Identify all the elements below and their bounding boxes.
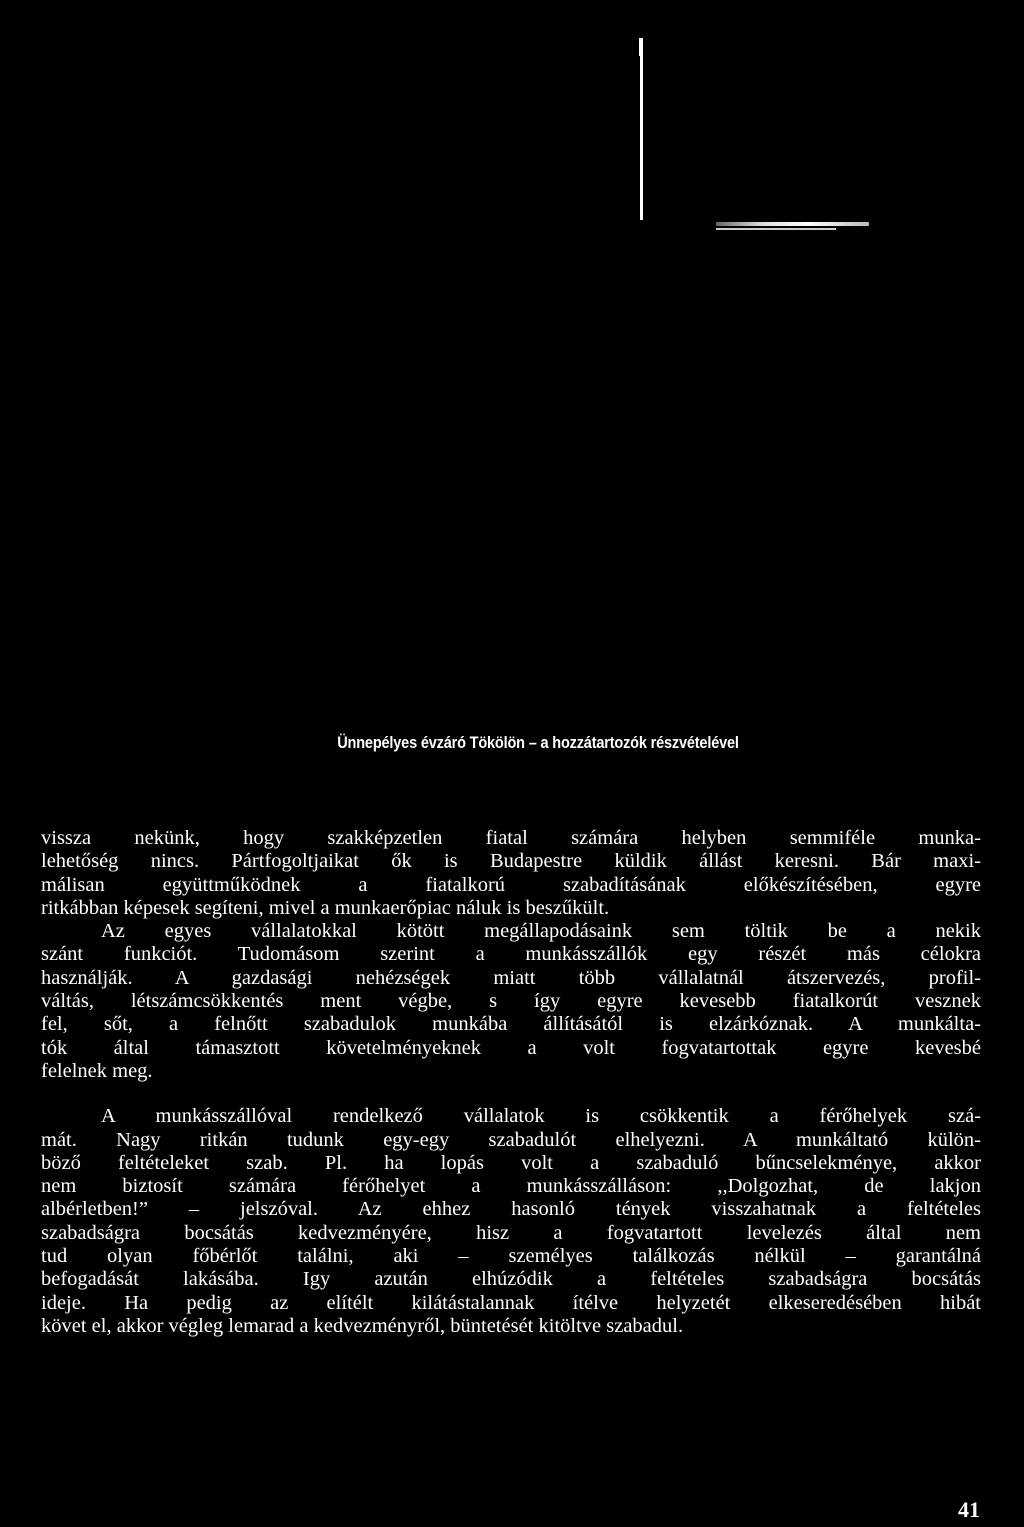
paragraph-1 [41, 827, 981, 920]
photo-highlight-horizontal-lower [716, 228, 836, 230]
text-line: böző feltételeket szab. Pl. ha lopás volt a szabaduló bűncselekménye, akkor [41, 1151, 981, 1174]
text-line: nem biztosít számára férőhelyet a munkásszálláson: ,,Dolgozhat, de lakjon [41, 1175, 981, 1198]
text-line: fel, sőt, a felnőtt szabadulok munkába állításától is elzárkóznak. A munkálta- [41, 1013, 981, 1036]
text-line: követ el, akkor végleg lemarad a kedvezményről, büntetését kitöltve szabadul. [41, 1314, 684, 1337]
photograph [0, 0, 1024, 700]
photo-highlight-horizontal [716, 222, 869, 226]
text-line: Az egyes vállalatokkal kötött megállapodásaink sem töltik be a nekik [101, 920, 981, 943]
text-line: mát. Nagy ritkán tudunk egy-egy szabadulót elhelyezni. A munkáltató külön- [41, 1128, 981, 1151]
text-line: málisan együttműködnek a fiatalkorú szabadításának előkészítésében, egyre [41, 873, 981, 896]
text-line: szabadságra bocsátás kedvezményére, hisz a fogvatartott levelezés által nem [41, 1221, 981, 1244]
text-line: lehetőség nincs. Pártfogoltjaikat ők is Budapestre küldik állást keresni. Bár maxi- [41, 850, 981, 873]
text-line: használják. A gazdasági nehézségek miatt több vállalatnál átszervezés, profil- [41, 966, 981, 989]
text-line: befogadását lakásába. Igy azután elhúzódik a feltételes szabadságra bocsátás [41, 1268, 981, 1291]
paragraph-3 [41, 1105, 981, 1338]
text-line: tók által támasztott követelményeknek a volt fogvatartottak egyre kevesbé [41, 1036, 981, 1059]
page-number: 41 [958, 1497, 980, 1522]
text-line: A munkásszállóval rendelkező vállalatok is csökkentik a férőhelyek szá- [101, 1105, 981, 1128]
text-line: ritkábban képesek segíteni, mivel a munkaerőpiac náluk is beszűkült. [41, 896, 610, 919]
text-line: ideje. Ha pedig az elítélt kilátástalannak ítélve helyzetét elkeseredésében hibát [41, 1291, 981, 1314]
photo-highlight-vertical [640, 38, 643, 220]
text-line: szánt funkciót. Tudomásom szerint a munkásszállók egy részét más célokra [41, 943, 981, 966]
paragraph-gap [41, 1083, 981, 1105]
text-line: albérletben!” – jelszóval. Az ehhez hasonló tények visszahatnak a feltételes [41, 1198, 981, 1221]
paragraph-2 [41, 920, 981, 1083]
text-line: vissza nekünk, hogy szakképzetlen fiatal számára helyben semmiféle munka- [41, 827, 981, 849]
text-line: váltás, létszámcsökkentés ment végbe, s így egyre kevesebb fiatalkorút vesznek [41, 990, 981, 1013]
photo-caption: Ünnepélyes évzáró Tökölön – a hozzátartozók részvételével [337, 734, 739, 752]
text-line: tud olyan főbérlőt találni, aki – személyes találkozás nélkül – garantálná [41, 1245, 981, 1268]
body-text [41, 827, 981, 1338]
text-line: felelnek meg. [41, 1059, 153, 1082]
